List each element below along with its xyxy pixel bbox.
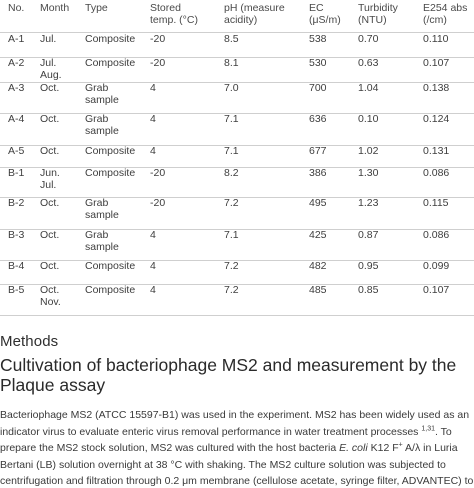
paragraph-text-3: K12 F	[367, 442, 399, 455]
cell-stored-temp: -20	[150, 167, 166, 179]
cell-ph: 8.1	[224, 57, 239, 69]
header-e254-line: E254 abs	[423, 2, 468, 14]
cell-no: B-1	[8, 167, 25, 179]
table-row	[0, 284, 474, 315]
cell-ec: 386	[309, 167, 327, 179]
cell-month-line: Jul.	[40, 57, 57, 69]
row-rule	[0, 315, 474, 316]
cell-month-line: Nov.	[40, 296, 61, 308]
cell-type-line: Grab	[85, 82, 109, 94]
cell-type-line: Grab	[85, 113, 109, 125]
cell-ph: 7.1	[224, 229, 239, 241]
cell-month	[40, 82, 59, 94]
header-month	[40, 2, 69, 14]
cell-stored-temp: 4	[150, 82, 156, 94]
cell-type	[85, 229, 119, 253]
header-turbidity-line: Turbidity	[358, 2, 398, 14]
cell-turbidity: 0.95	[358, 260, 379, 272]
cell-type	[85, 33, 135, 45]
cell-e254: 0.131	[423, 145, 450, 157]
header-stored-temp-line: Stored	[150, 2, 181, 14]
citation-reference: 1,31	[421, 425, 435, 433]
cell-e254: 0.138	[423, 82, 450, 94]
cell-stored-temp: 4	[150, 229, 156, 241]
superscript-plus: +	[398, 441, 403, 449]
cell-ec: 677	[309, 145, 327, 157]
cell-type-line: sample	[85, 94, 119, 106]
cell-type	[85, 167, 135, 179]
cell-month-line: Oct.	[40, 229, 60, 241]
cell-month	[40, 113, 59, 125]
header-stored-temp-line: temp. (°C)	[150, 14, 198, 26]
section-heading: Methods	[0, 333, 59, 350]
cell-ph: 8.2	[224, 167, 239, 179]
cell-ph: 7.1	[224, 113, 239, 125]
table-row	[0, 113, 474, 145]
paragraph-text-1: Bacteriophage MS2 (ATCC 15597-B1) was used in the experiment. MS2 has been widely used as an indicator virus to evaluate enteric virus removal performance in water treatment processes	[0, 409, 470, 438]
header-ph	[224, 2, 285, 26]
cell-no: A-5	[8, 145, 25, 157]
table-row	[0, 167, 474, 197]
cell-no: B-4	[8, 260, 25, 272]
header-ph-line: acidity)	[224, 14, 258, 26]
header-turbidity	[358, 2, 398, 26]
cell-month-line: Oct.	[40, 82, 60, 94]
cell-e254: 0.115	[423, 197, 449, 209]
cell-month-line: Oct.	[40, 197, 60, 209]
cell-no: A-3	[8, 82, 25, 94]
cell-type	[85, 82, 119, 106]
cell-ph: 7.2	[224, 260, 239, 272]
cell-ec: 485	[309, 284, 327, 296]
paragraph-text-2: . To prepare the MS2 stock solution, MS2 was cultured with the host bacteria	[0, 425, 452, 455]
cell-turbidity: 1.04	[358, 82, 379, 94]
cell-no: A-1	[8, 33, 25, 45]
header-type-line: Type	[85, 2, 108, 14]
cell-type	[85, 260, 135, 272]
header-ec	[309, 2, 341, 26]
cell-month	[40, 167, 60, 191]
header-e254	[423, 2, 467, 26]
cell-type	[85, 57, 135, 69]
cell-e254: 0.124	[423, 113, 450, 125]
table-row	[0, 260, 474, 284]
cell-type-line: sample	[85, 209, 119, 221]
cell-stored-temp: 4	[150, 113, 156, 125]
header-no	[8, 2, 24, 14]
table-row	[0, 145, 474, 167]
cell-e254: 0.086	[423, 167, 450, 179]
cell-e254: 0.110	[423, 33, 449, 45]
cell-type-line: Grab	[85, 197, 109, 209]
cell-turbidity: 0.63	[358, 57, 379, 69]
cell-stored-temp: -20	[150, 33, 166, 45]
header-ec-line: EC	[309, 2, 324, 14]
table-header-row	[0, 0, 474, 32]
paragraph-text-4: A/λ in Luria Bertani (LB) solution overnight at 38 °C with shaking. The MS2 culture solution was subjected to centrifugation and filtration through 0.2 μm membrane (cellulose acetate, syringe filter, ADVANTEC) to	[0, 442, 474, 488]
cell-type-line: Grab	[85, 229, 109, 241]
cell-no: A-2	[8, 57, 25, 69]
cell-month	[40, 145, 59, 157]
cell-month	[40, 260, 59, 272]
species-name: E. coli	[339, 442, 368, 455]
cell-no: B-5	[8, 284, 25, 296]
cell-turbidity: 1.30	[358, 167, 379, 179]
cell-ec: 538	[309, 33, 327, 45]
cell-ec: 425	[309, 229, 327, 241]
cell-month-line: Jul.	[40, 33, 57, 45]
header-type	[85, 2, 108, 14]
cell-month-line: Jul.	[40, 179, 57, 191]
cell-type-line: Composite	[85, 145, 136, 157]
cell-turbidity: 1.02	[358, 145, 379, 157]
cell-stored-temp: -20	[150, 197, 166, 209]
cell-ec: 530	[309, 57, 327, 69]
cell-turbidity: 0.70	[358, 33, 379, 45]
header-turbidity-line: (NTU)	[358, 14, 387, 26]
cell-no: A-4	[8, 113, 25, 125]
header-month-line: Month	[40, 2, 70, 14]
cell-no: B-3	[8, 229, 25, 241]
cell-ec: 482	[309, 260, 327, 272]
cell-turbidity: 0.87	[358, 229, 379, 241]
cell-e254: 0.107	[423, 284, 450, 296]
cell-type-line: Composite	[85, 260, 136, 272]
cell-stored-temp: 4	[150, 145, 156, 157]
subsection-heading: Cultivation of bacteriophage MS2 and measurement by the Plaque assay	[0, 355, 457, 395]
cell-turbidity: 1.23	[358, 197, 379, 209]
cell-type-line: Composite	[85, 33, 136, 45]
cell-type-line: sample	[85, 125, 119, 137]
cell-type	[85, 113, 119, 137]
cell-turbidity: 0.85	[358, 284, 379, 296]
body-paragraph	[0, 407, 474, 488]
cell-ph: 7.1	[224, 145, 239, 157]
cell-month-line: Oct.	[40, 284, 60, 296]
cell-ec: 636	[309, 113, 327, 125]
cell-type-line: Composite	[85, 57, 136, 69]
cell-ec: 495	[309, 197, 327, 209]
header-e254-line: (/cm)	[423, 14, 447, 26]
header-ec-line: (μS/m)	[309, 14, 341, 26]
cell-month-line: Oct.	[40, 113, 60, 125]
cell-ph: 7.0	[224, 82, 239, 94]
cell-ph: 7.2	[224, 197, 239, 209]
cell-month	[40, 197, 59, 209]
header-stored-temp	[150, 2, 198, 26]
cell-e254: 0.099	[423, 260, 450, 272]
cell-type	[85, 145, 135, 157]
header-no-line: No.	[8, 2, 25, 14]
cell-ph: 8.5	[224, 33, 239, 45]
cell-type-line: Composite	[85, 167, 136, 179]
cell-month-line: Oct.	[40, 145, 60, 157]
cell-stored-temp: 4	[150, 260, 156, 272]
table-row	[0, 197, 474, 229]
cell-type-line: sample	[85, 241, 119, 253]
cell-type	[85, 197, 119, 221]
header-ph-line: pH (measure	[224, 2, 285, 14]
cell-stored-temp: 4	[150, 284, 156, 296]
cell-e254: 0.107	[423, 57, 450, 69]
cell-month	[40, 229, 59, 241]
cell-no: B-2	[8, 197, 25, 209]
cell-type	[85, 284, 135, 296]
table-row	[0, 82, 474, 113]
cell-e254: 0.086	[423, 229, 450, 241]
cell-stored-temp: -20	[150, 57, 166, 69]
cell-month	[40, 57, 62, 81]
table-row	[0, 33, 474, 57]
cell-month-line: Oct.	[40, 260, 60, 272]
cell-ec: 700	[309, 82, 327, 94]
cell-month-line: Jun.	[40, 167, 60, 179]
table-row	[0, 229, 474, 260]
table-row	[0, 57, 474, 82]
cell-month-line: Aug.	[40, 69, 62, 81]
cell-type-line: Composite	[85, 284, 136, 296]
cell-turbidity: 0.10	[358, 113, 379, 125]
cell-ph: 7.2	[224, 284, 239, 296]
cell-month	[40, 33, 56, 45]
cell-month	[40, 284, 61, 308]
